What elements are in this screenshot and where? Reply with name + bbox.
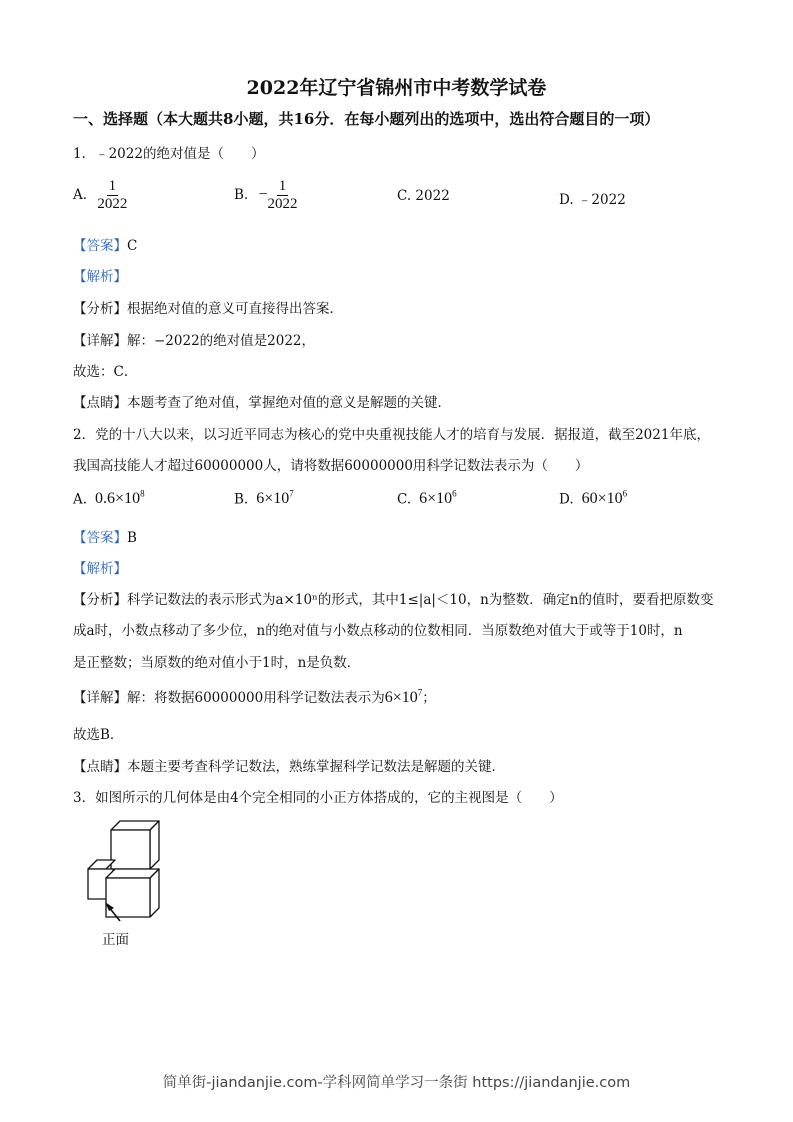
q2-option-a-label: A. bbox=[73, 491, 88, 508]
xiangjie-text: 解：将数据60000000用科学记数法表示为 bbox=[127, 690, 385, 706]
q2-option-a-exponent: 8 bbox=[140, 489, 145, 499]
q1-option-b-label: B. bbox=[234, 187, 249, 203]
cube-figure bbox=[80, 818, 170, 928]
q2-option-d bbox=[559, 489, 627, 508]
answer-value: B bbox=[127, 530, 137, 546]
q2-option-c-exponent: 6 bbox=[452, 489, 457, 499]
q1-answer bbox=[73, 234, 137, 254]
q2-fenxi-line2: 成a时，小数点移动了多少位，n的绝对值与小数点移动的位数相同．当原数绝对值大于或等于10时，n bbox=[73, 623, 683, 639]
q1-option-a-denominator: 2022 bbox=[97, 196, 128, 212]
xiangjie-tag: 【详解】 bbox=[73, 690, 127, 706]
q1-dianjing bbox=[73, 391, 451, 411]
q2-stem-line2: 我国高技能人才超过60000000人，请将数据60000000用科学记数法表示为（ ） bbox=[73, 458, 589, 474]
dianjing-text: 本题考查了绝对值，掌握绝对值的意义是解题的关键． bbox=[127, 395, 451, 411]
top-cube-side-face bbox=[150, 821, 159, 869]
q1-stem: 1．﹣2022的绝对值是（ ） bbox=[73, 146, 265, 162]
q2-option-d-base: 60×10 bbox=[581, 490, 623, 508]
q2-answer bbox=[73, 526, 137, 546]
q1-fenxi bbox=[73, 297, 343, 317]
q1-option-a bbox=[73, 178, 127, 213]
fenxi-tag: 【分析】 bbox=[73, 301, 127, 317]
section-heading: 一、选择题（本大题共8小题，共16分．在每小题列出的选项中，选出符合题目的一项） bbox=[73, 110, 660, 128]
dianjing-tag: 【点睛】 bbox=[73, 395, 127, 411]
dianjing-text: 本题主要考查科学记数法，熟练掌握科学记数法是解题的关键． bbox=[127, 759, 505, 775]
q2-option-d-label: D. bbox=[559, 491, 574, 508]
q1-option-a-label: A. bbox=[73, 187, 88, 203]
xiangjie-text: 解：−2022的绝对值是2022， bbox=[127, 333, 316, 349]
q2-option-a bbox=[73, 489, 145, 508]
q2-option-a-base: 0.6×10 bbox=[95, 490, 141, 508]
q2-option-b bbox=[234, 489, 294, 508]
answer-value: C bbox=[127, 238, 138, 254]
q2-option-d-exponent: 6 bbox=[622, 489, 628, 499]
page-title: 2022年辽宁省锦州市中考数学试卷 bbox=[246, 77, 547, 99]
fenxi-text: 根据绝对值的意义可直接得出答案． bbox=[127, 301, 343, 317]
q2-xiangjie bbox=[73, 686, 436, 707]
q2-option-c-base: 6×10 bbox=[419, 490, 453, 508]
q1-option-c: C. 2022 bbox=[397, 188, 450, 204]
q1-analysis-tag: 【解析】 bbox=[73, 269, 127, 285]
page-footer: 简单街-jiandanjie.com-学科网简单学习一条街 https://jiandanjie.com bbox=[162, 1075, 631, 1091]
q2-choose: 故选B． bbox=[73, 727, 124, 743]
xiangjie-base: 6×10 bbox=[384, 689, 418, 706]
q1-option-b-numerator: 1 bbox=[278, 178, 287, 194]
q2-option-b-base: 6×10 bbox=[256, 490, 290, 508]
fenxi-text: 科学记数法的表示形式为a×10ⁿ的形式，其中1≤|a|＜10，n为整数．确定n的值时，要看把原数变 bbox=[127, 592, 714, 608]
q2-option-b-label: B. bbox=[234, 491, 249, 508]
dianjing-tag: 【点睛】 bbox=[73, 759, 127, 775]
q2-stem-line1: 2．党的十八大以来，以习近平同志为核心的党中央重视技能人才的培育与发展．据报道，截至2021年底， bbox=[73, 427, 710, 443]
answer-tag: 【答案】 bbox=[73, 530, 127, 546]
q1-option-d: D. ﹣2022 bbox=[559, 192, 626, 208]
top-cube-front-face bbox=[111, 830, 150, 869]
q2-fenxi-line3: 是正整数；当原数的绝对值小于1时，n是负数． bbox=[73, 655, 361, 671]
q3-stem: 3．如图所示的几何体是由4个完全相同的小正方体搭成的，它的主视图是（ ） bbox=[73, 790, 563, 806]
q2-dianjing bbox=[73, 755, 505, 775]
q1-option-b bbox=[234, 178, 298, 213]
q1-option-b-denominator: 2022 bbox=[267, 196, 298, 212]
q2-analysis-tag: 【解析】 bbox=[73, 561, 127, 577]
q1-option-b-sign: − bbox=[258, 186, 268, 203]
q2-fenxi-line1 bbox=[73, 588, 714, 608]
q2-option-c bbox=[397, 489, 457, 508]
xiangjie-exponent: 7 bbox=[417, 687, 423, 698]
xiangjie-tag: 【详解】 bbox=[73, 333, 127, 349]
fenxi-tag: 【分析】 bbox=[73, 592, 127, 608]
q2-option-b-exponent: 7 bbox=[289, 489, 294, 499]
q2-option-c-label: C. bbox=[397, 491, 412, 508]
q1-option-a-fraction bbox=[97, 178, 127, 213]
q1-option-b-fraction bbox=[268, 178, 298, 213]
figure-label: 正面 bbox=[102, 932, 129, 948]
answer-tag: 【答案】 bbox=[73, 238, 127, 254]
xiangjie-end: ； bbox=[422, 690, 436, 706]
q1-option-a-numerator: 1 bbox=[108, 178, 117, 194]
q1-xiangjie bbox=[73, 329, 315, 349]
q1-choose: 故选：C． bbox=[73, 364, 138, 380]
front-cube-side-face bbox=[150, 869, 159, 917]
